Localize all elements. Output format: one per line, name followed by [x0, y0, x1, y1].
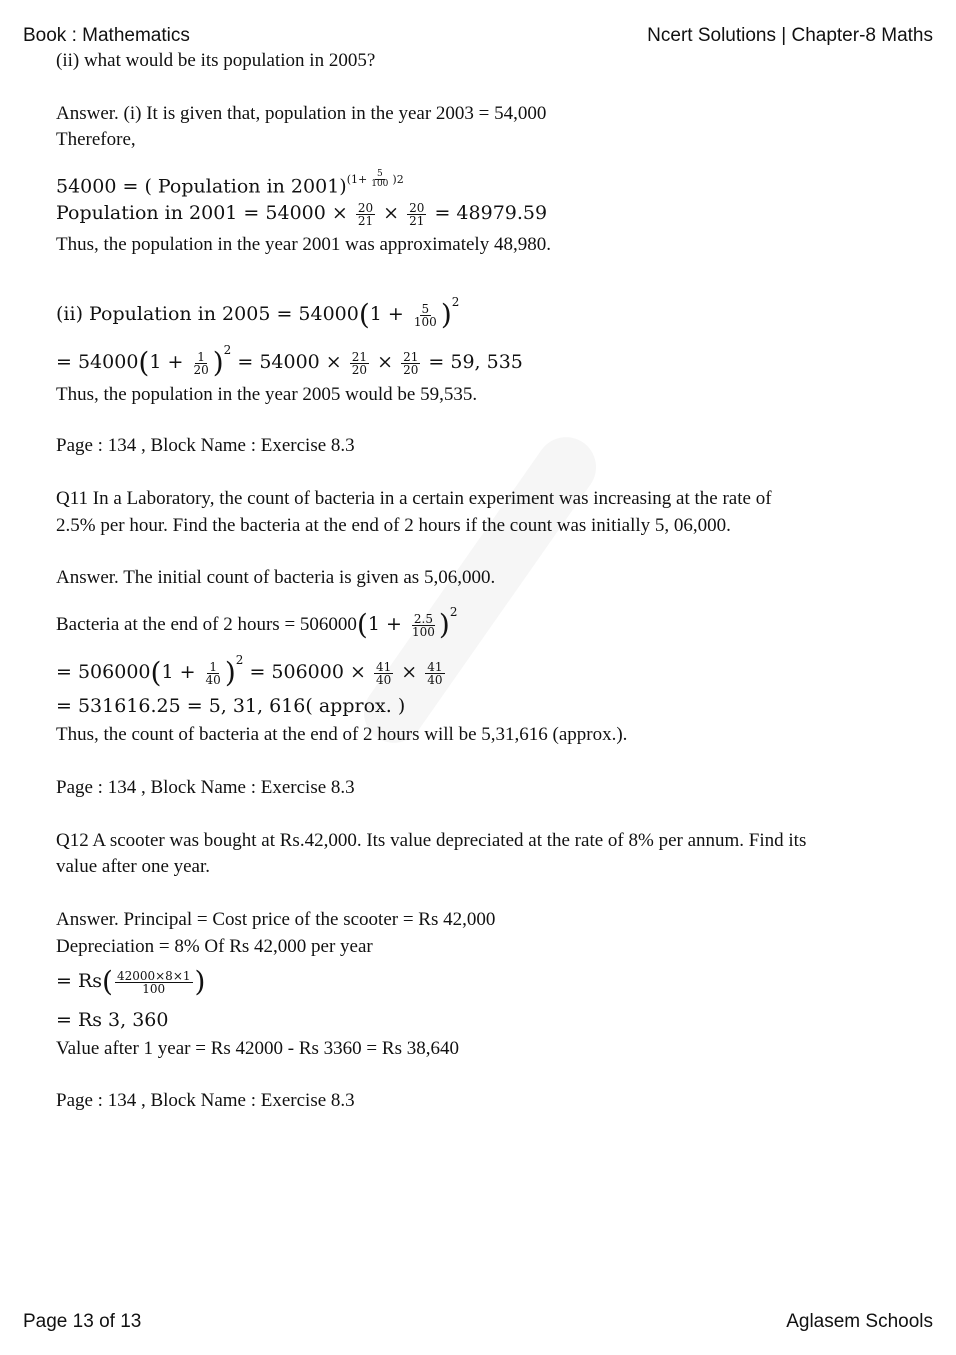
- answer-text: Thus, the population in the year 2001 was approximately 48,980.: [56, 234, 551, 255]
- question-text: 2.5% per hour. Find the bacteria at the end of 2 hours if the count was initially 5, 06,000.: [56, 515, 731, 536]
- answer-text: Value after 1 year = Rs 42000 - Rs 3360 = Rs 38,640: [56, 1038, 459, 1059]
- footer-brand: Aglasem Schools: [786, 1311, 933, 1332]
- footer-page-number: Page 13 of 13: [23, 1311, 142, 1332]
- equation: = 531616.25 = 5, 31, 616( approx. ): [56, 695, 406, 717]
- answer-text: Thus, the population in the year 2005 would be 59,535.: [56, 384, 478, 405]
- answer-text: Answer. Principal = Cost price of the scooter = Rs 42,000: [56, 909, 496, 930]
- answer-text: Answer. (i) It is given that, population in the year 2003 = 54,000: [56, 103, 547, 124]
- question-text: value after one year.: [56, 856, 211, 877]
- equation: = Rs 3, 360: [56, 1009, 169, 1031]
- equation: (ii) Population in 2005 = 54000(1 + $\frac{5}{100}$ )2: [56, 295, 460, 331]
- answer-text: Thus, the count of bacteria at the end of 2 hours will be 5,31,616 (approx.).: [56, 724, 628, 745]
- header-book: Book : Mathematics: [23, 25, 190, 46]
- equation: = Rs( $\frac{42000\times 8\times 1}{100}$ ): [56, 965, 206, 998]
- equation: = 506000(1 + $\frac{1}{40}$ )2 = 506000 × $\frac{41}{40}$ × $\frac{41}{40}$: [56, 653, 443, 689]
- equation: = 54000(1 + $\frac{1}{20}$ )2 = 54000 × $\frac{21}{20}$ × $\frac{21}{20}$ = 59, 535: [56, 343, 523, 379]
- page-reference: Page : 134 , Block Name : Exercise 8.3: [56, 1090, 355, 1111]
- header-chapter: Ncert Solutions | Chapter-8 Maths: [647, 25, 933, 46]
- page-reference: Page : 134 , Block Name : Exercise 8.3: [56, 435, 355, 456]
- eq-text: 54000 = ( Population in 2001): [56, 175, 347, 198]
- answer-text: Therefore,: [56, 129, 136, 150]
- exponent: (1+ $\frac{5}{100}$ ) 2: [346, 169, 404, 189]
- answer-text: Depreciation = 8% Of Rs 42,000 per year: [56, 936, 373, 957]
- question-text: Q11 In a Laboratory, the count of bacteria in a certain experiment was increasing at the rate of: [56, 488, 772, 509]
- equation: Bacteria at the end of 2 hours = 506000(1 + $\frac{2.5}{100}$ )2: [56, 605, 458, 641]
- question-text: Q12 A scooter was bought at Rs.42,000. Its value depreciated at the rate of 8% per annum. Find its: [56, 830, 807, 851]
- question-text: (ii) what would be its population in 2005?: [56, 50, 376, 71]
- equation: Population in 2001 = 54000 × $\frac{20}{21}$ × $\frac{20}{21}$ = 48979.59: [56, 200, 548, 228]
- equation: [56, 170, 404, 199]
- page-reference: Page : 134 , Block Name : Exercise 8.3: [56, 777, 355, 798]
- answer-text: Answer. The initial count of bacteria is given as 5,06,000.: [56, 567, 496, 588]
